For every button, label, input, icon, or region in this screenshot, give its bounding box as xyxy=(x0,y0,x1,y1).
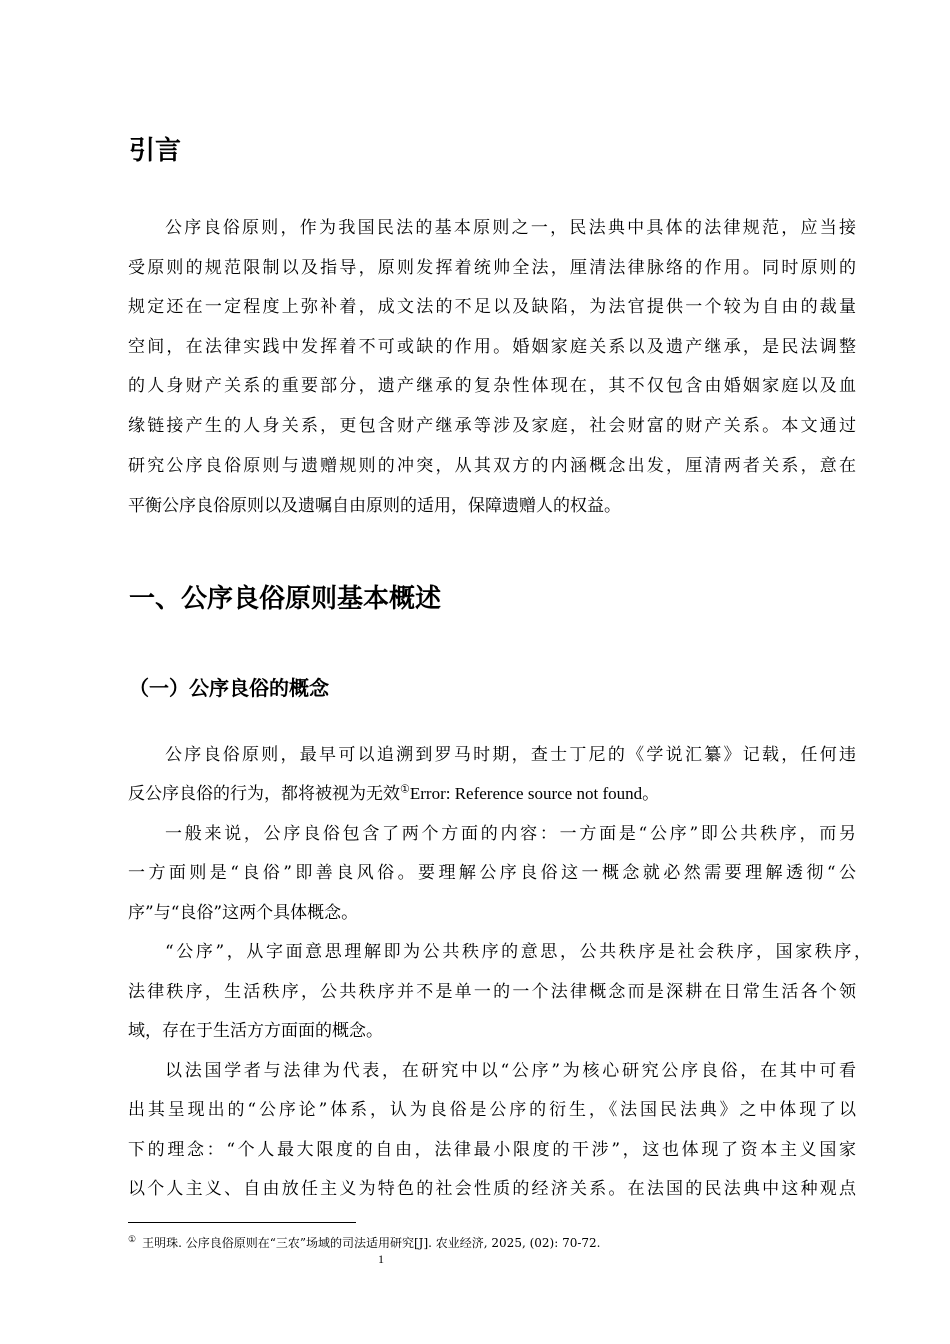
page-number: 1 xyxy=(378,1252,384,1266)
intro-line: 空间，在法律实践中发挥着不可或缺的作用。婚姻家庭关系以及遗产继承，是民法调整 xyxy=(128,337,856,357)
subsection-heading: （一）公序良俗的概念 xyxy=(129,676,329,700)
paragraph-text: 。 xyxy=(642,784,660,804)
paragraph-line: 一般来说，公序良俗包含了两个方面的内容：一方面是“公序”即公共秩序，而另 xyxy=(165,824,856,844)
paragraph-line: 域，存在于生活方方面面的概念。 xyxy=(128,1021,383,1041)
footnote-separator xyxy=(128,1222,356,1223)
paragraph-text: 反公序良俗的行为，都将被视为无效 xyxy=(128,784,400,804)
footnote xyxy=(128,1235,600,1251)
paragraph-line: 法律秩序，生活秩序，公共秩序并不是单一的一个法律概念而是深耕在日常生活各个领 xyxy=(128,982,856,1002)
intro-line: 平衡公序良俗原则以及遗嘱自由原则的适用，保障遗赠人的权益。 xyxy=(128,496,621,516)
paragraph-line: 以法国学者与法律为代表，在研究中以“公序”为核心研究公序良俗，在其中可看 xyxy=(165,1061,856,1081)
paragraph-line xyxy=(128,782,856,806)
paragraph-line: 一方面则是“良俗”即善良风俗。要理解公序良俗这一概念就必然需要理解透彻“公 xyxy=(128,863,856,883)
paragraph-line: 公序良俗原则，最早可以追溯到罗马时期，查士丁尼的《学说汇纂》记载，任何违 xyxy=(165,745,856,765)
paragraph-line: 序”与“良俗”这两个具体概念。 xyxy=(128,903,359,923)
intro-line: 公序良俗原则，作为我国民法的基本原则之一，民法典中具体的法律规范，应当接 xyxy=(165,218,856,238)
paragraph-line: 下的理念：“个人最大限度的自由，法律最小限度的干涉”，这也体现了资本主义国家 xyxy=(128,1140,856,1160)
paragraph-line: 出其呈现出的“公序论”体系，认为良俗是公序的衍生，《法国民法典》之中体现了以 xyxy=(128,1100,856,1120)
footnote-reference[interactable]: ① xyxy=(400,782,410,796)
reference-error-text: Error: Reference source not found xyxy=(409,784,643,803)
footnote-text: 王明珠. 公序良俗原则在“三农”场域的司法适用研究[J]. 农业经济, 2025, (02): 70-72. xyxy=(142,1236,601,1250)
section-heading: 一、公序良俗原则基本概述 xyxy=(129,584,442,614)
intro-line: 受原则的规范限制以及指导，原则发挥着统帅全法，厘清法律脉络的作用。同时原则的 xyxy=(128,258,856,278)
paragraph-line: 以个人主义、自由放任主义为特色的社会性质的经济关系。在法国的民法典中这种观点 xyxy=(128,1179,856,1199)
intro-heading: 引言 xyxy=(129,136,182,166)
paragraph-line: “公序”，从字面意思理解即为公共秩序的意思，公共秩序是社会秩序，国家秩序， xyxy=(165,942,871,962)
intro-line: 缘链接产生的人身关系，更包含财产继承等涉及家庭，社会财富的财产关系。本文通过 xyxy=(128,416,856,436)
footnote-marker: ① xyxy=(128,1235,137,1245)
intro-line: 规定还在一定程度上弥补着，成文法的不足以及缺陷，为法官提供一个较为自由的裁量 xyxy=(128,297,856,317)
intro-line: 的人身财产关系的重要部分，遗产继承的复杂性体现在，其不仅包含由婚姻家庭以及血 xyxy=(128,376,856,396)
intro-line: 研究公序良俗原则与遗赠规则的冲突，从其双方的内涵概念出发，厘清两者关系，意在 xyxy=(128,456,856,476)
